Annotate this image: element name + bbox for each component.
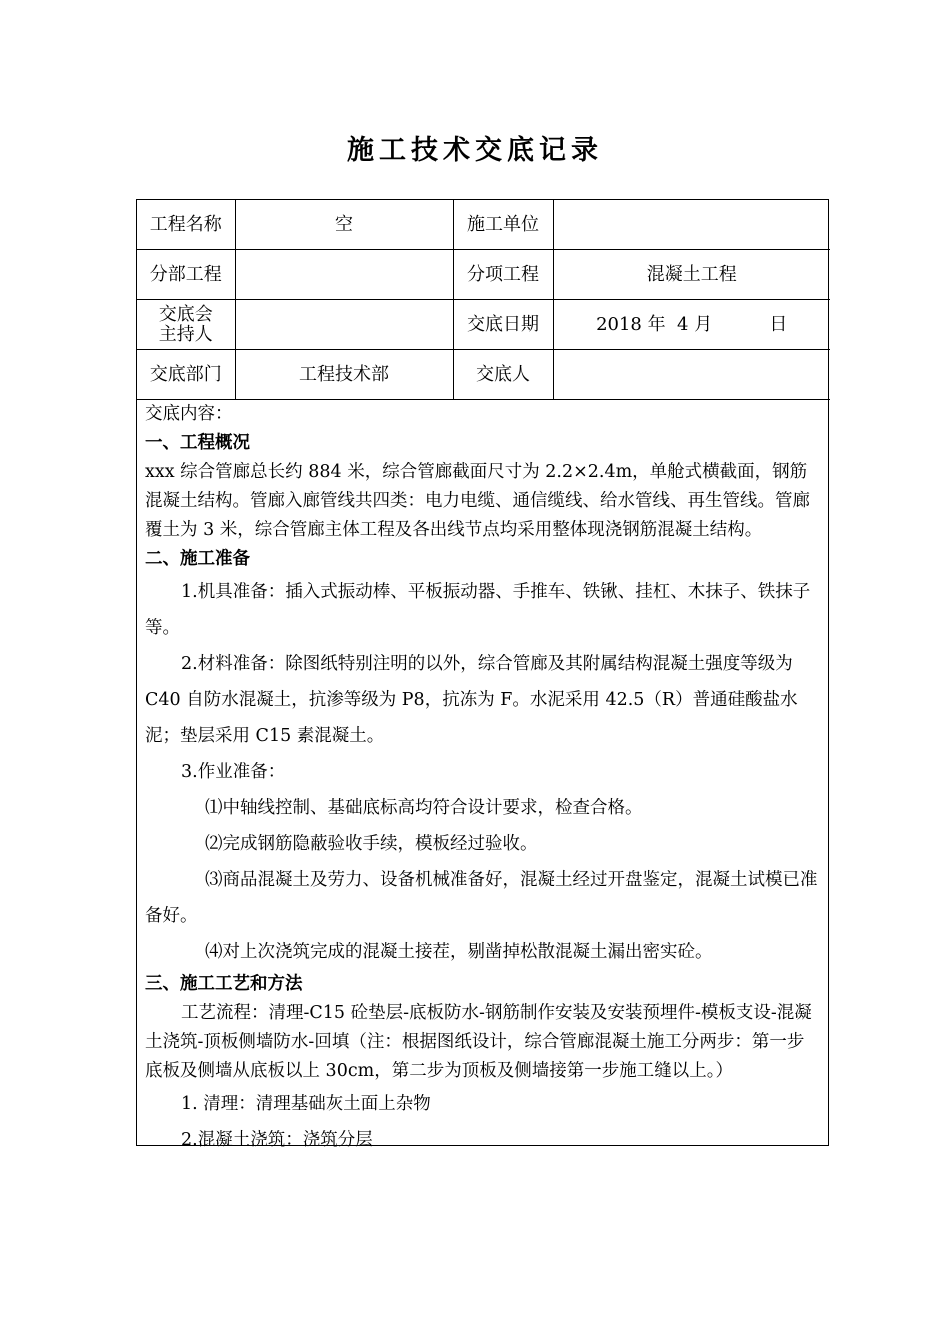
sub-project-value: [235, 250, 453, 300]
section-3-title: 三、施工工艺和方法: [145, 974, 303, 994]
host-value: [235, 300, 453, 350]
section-1-body: xxx 综合管廊总长约 884 米，综合管廊截面尺寸为 2.2×2.4m，单舱式横截面，钢筋混凝土结构。管廊入廊管线共四类：电力电缆、通信缆线、给水管线、再生管线。管廊覆土为 3 米，综合管廊主体工程及各出线节点均采用整体现浇钢筋混凝土结构。: [145, 462, 810, 540]
person-value: [553, 350, 830, 400]
item-project-value: 混凝土工程: [553, 250, 830, 300]
info-row: [137, 300, 830, 350]
section-1-title: 一、工程概况: [145, 433, 250, 453]
section-2-work-prep-item: ⑵完成钢筋隐蔽验收手续，模板经过验收。: [205, 834, 538, 854]
section-2-work-prep: 3.作业准备：: [181, 762, 286, 782]
section-3-process: 工艺流程：清理-C15 砼垫层-底板防水-钢筋制作安装及安装预埋件-模板支设-混凝土浇筑-顶板侧墙防水-回填（注：根据图纸设计，综合管廊混凝土施工分两步：第一步底板及侧墙从底板以上 30cm，第二步为顶板及侧墙接第一步施工缝以上。）: [145, 1003, 812, 1081]
person-label: 交底人: [453, 350, 553, 400]
section-3-cleaning: 1. 清理：清理基础灰土面上杂物: [181, 1094, 431, 1114]
content-heading: 交底内容：: [145, 404, 233, 424]
item-project-label: 分项工程: [453, 250, 553, 300]
page-title: 施工技术交底记录: [347, 135, 603, 166]
section-3-pouring: 2.混凝土浇筑：浇筑分层: [181, 1130, 373, 1150]
section-2-work-prep-item: ⑶商品混凝土及劳力、设备机械准备好，混凝土经过开盘鉴定，混凝土试模已准备好。: [145, 870, 818, 926]
date-label: 交底日期: [453, 300, 553, 350]
disclosure-form: [136, 199, 829, 1150]
constructor-value: [553, 200, 830, 250]
info-row: [137, 200, 830, 250]
section-2-title: 二、施工准备: [145, 549, 250, 569]
info-row: [137, 250, 830, 300]
info-table: [137, 200, 830, 400]
department-value: 工程技术部: [235, 350, 453, 400]
date-value: 2018 年 4 月 日: [553, 300, 830, 350]
section-2-tools: 1.机具准备：插入式振动棒、平板振动器、手推车、铁锹、挂杠、木抹子、铁抹子等。: [145, 582, 811, 638]
sub-project-label: 分部工程: [137, 250, 235, 300]
project-name-value: 空: [235, 200, 453, 250]
disclosure-content: [137, 400, 828, 1150]
project-name-label: 工程名称: [137, 200, 235, 250]
constructor-label: 施工单位: [453, 200, 553, 250]
department-label: 交底部门: [137, 350, 235, 400]
host-label-line1: 交底会: [158, 303, 213, 325]
section-2-work-prep-item: ⑴中轴线控制、基础底标高均符合设计要求，检查合格。: [205, 798, 643, 818]
section-2-work-prep-item: ⑷对上次浇筑完成的混凝土接茬，剔凿掉松散混凝土漏出密实砼。: [205, 942, 713, 962]
info-row: [137, 350, 830, 400]
host-label: [137, 300, 235, 350]
section-2-materials: 2.材料准备：除图纸特别注明的以外，综合管廊及其附属结构混凝土强度等级为 C40 自防水混凝土，抗渗等级为 P8，抗冻为 F。水泥采用 42.5（R）普通硅酸盐水泥；垫层采用 C15 素混凝土。: [145, 654, 798, 746]
host-label-line2: 主持人: [158, 323, 213, 345]
